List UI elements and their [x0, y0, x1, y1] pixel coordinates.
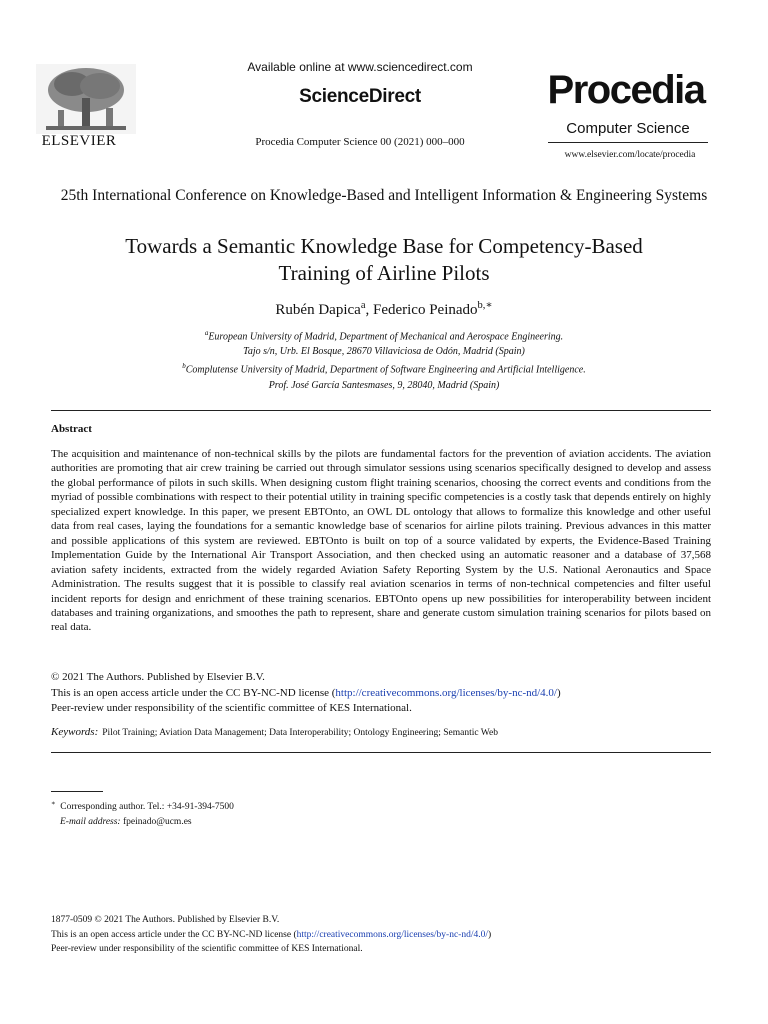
footnote-rule: [51, 791, 103, 792]
keywords-values: Pilot Training; Aviation Data Management; Data Interoperability; Ontology Engineering; Semantic Web: [102, 728, 498, 738]
author-1: Rubén Dapica: [275, 302, 361, 318]
procedia-subtitle: Computer Science: [566, 120, 690, 137]
title-line-2: Training of Airline Pilots: [278, 261, 490, 285]
paper-title: [50, 233, 718, 287]
elsevier-wordmark: ELSEVIER: [41, 133, 117, 149]
copyright-block: [51, 670, 711, 717]
footnote: [51, 796, 711, 830]
copyright-line: © 2021 The Authors. Published by Elsevier B.V.: [51, 671, 265, 683]
keywords: [51, 726, 711, 738]
license-line: [51, 686, 711, 702]
author-1-affil: a: [360, 300, 366, 311]
procedia-url[interactable]: www.elsevier.com/locate/procedia: [564, 150, 696, 160]
license-link[interactable]: http://creativecommons.org/licenses/by-nc-nd/4.0/: [335, 686, 557, 699]
title-line-1: Towards a Semantic Knowledge Base for Competency-Based: [125, 234, 643, 258]
affiliation-b-address: Prof. José García Santesmases, 9, 28040, Madrid (Spain): [268, 379, 500, 391]
affiliation-a-mark: a: [204, 329, 209, 337]
affiliation-a-line1: European University of Madrid, Department of Mechanical and Aerospace Engineering.: [208, 331, 564, 343]
available-online: Available online at www.sciencedirect.com: [247, 60, 473, 74]
issn-line: 1877-0509 © 2021 The Authors. Published by Elsevier B.V.: [51, 915, 280, 925]
author-2: Federico Peinado: [372, 302, 478, 318]
affiliations: [50, 326, 718, 393]
bottom-license-close: ): [488, 929, 492, 940]
bottom-license-line: [51, 928, 711, 943]
affiliation-b-line1: Complutense University of Madrid, Department of Software Engineering and Artificial Intelligence.: [185, 364, 586, 376]
email-line: [51, 815, 711, 830]
corresponding-text: Corresponding author. Tel.: +34-91-394-7500: [60, 802, 234, 813]
elsevier-tree-logo: [36, 64, 136, 139]
affiliation-a-address: Tajo s/n, Urb. El Bosque, 28670 Villaviciosa de Odón, Madrid (Spain): [243, 346, 525, 358]
keywords-label: Keywords:: [51, 726, 99, 738]
peer-review-line: Peer-review under responsibility of the scientific committee of KES International.: [51, 702, 412, 714]
footnote-star: ∗: [51, 800, 56, 807]
conference-name: 25th International Conference on Knowledge-Based and Intelligent Information & Engineering Systems: [60, 187, 708, 204]
sciencedirect-logo: ScienceDirect: [299, 86, 421, 107]
divider-bottom: [51, 752, 711, 753]
author-separator: ,: [365, 302, 373, 318]
email-label: E-mail address:: [60, 817, 121, 828]
abstract-heading: Abstract: [51, 423, 92, 435]
procedia-logo: Procedia: [547, 68, 705, 112]
bottom-peer-review: Peer-review under responsibility of the scientific committee of KES International.: [51, 944, 363, 954]
author-list: [50, 299, 718, 319]
bottom-license-text: This is an open access article under the CC BY-NC-ND license (: [51, 929, 297, 940]
license-text: This is an open access article under the CC BY-NC-ND license (: [51, 686, 336, 699]
email-address[interactable]: fpeinado@ucm.es: [122, 817, 192, 828]
bottom-matter: [51, 913, 711, 957]
affiliation-b-mark: b: [182, 362, 186, 371]
divider-top: [51, 410, 711, 411]
affiliation-b: [50, 359, 718, 377]
procedia-divider: [548, 142, 708, 143]
author-2-affil: b,∗: [477, 300, 493, 311]
journal-reference: Procedia Computer Science 00 (2021) 000–000: [255, 136, 465, 148]
license-close: ): [557, 686, 561, 699]
affiliation-a: [50, 326, 718, 344]
corresponding-author: [51, 796, 711, 815]
abstract-body: The acquisition and maintenance of non-technical skills by the pilots are fundamental factors for the prevention of aviation accidents. The aviation authorities are promoting that air crew training be carried out through simulator sessions using scenarios specifically designed to develop and assess the global performance of pilots in such skills. When designing custom flight training scenarios, choosing the correct events and conditions from the myriad of possible combinations with respect to their potential utility in training specific competencies is a costly task that depends entirely on highly specialized expert knowledge. In this paper, we present EBTOnto, an OWL DL ontology that allows to formalize this knowledge and other useful data from real cases, laying the foundations for a semantic knowledge base of scenarios for airline pilots training. Previous advances in this matter and possible applications of this system are reviewed. EBTOnto is built on top of a source validated by experts, the Evidence-Based Training Implementation Guide by the International Air Transport Association, and then checked using an automatic reasoner and a database of 37,568 aviation safety incidents, extracted from the widely regarded Aviation Safety Reporting System by the U.S. National Aeronautics and Space Administration. The results suggest that it is possible to classify real aviation scenarios in terms of non-technical competencies and filter useful incident reports for design and enrichment of these training scenarios. EBTOnto opens up new possibilities for interoperability between incident databases and training organizations, and smoothes the path to represent, share and generate custom simulation training scenarios for pilots based on real data.: [51, 448, 711, 634]
bottom-license-link[interactable]: http://creativecommons.org/licenses/by-nc-nd/4.0/: [296, 929, 488, 940]
